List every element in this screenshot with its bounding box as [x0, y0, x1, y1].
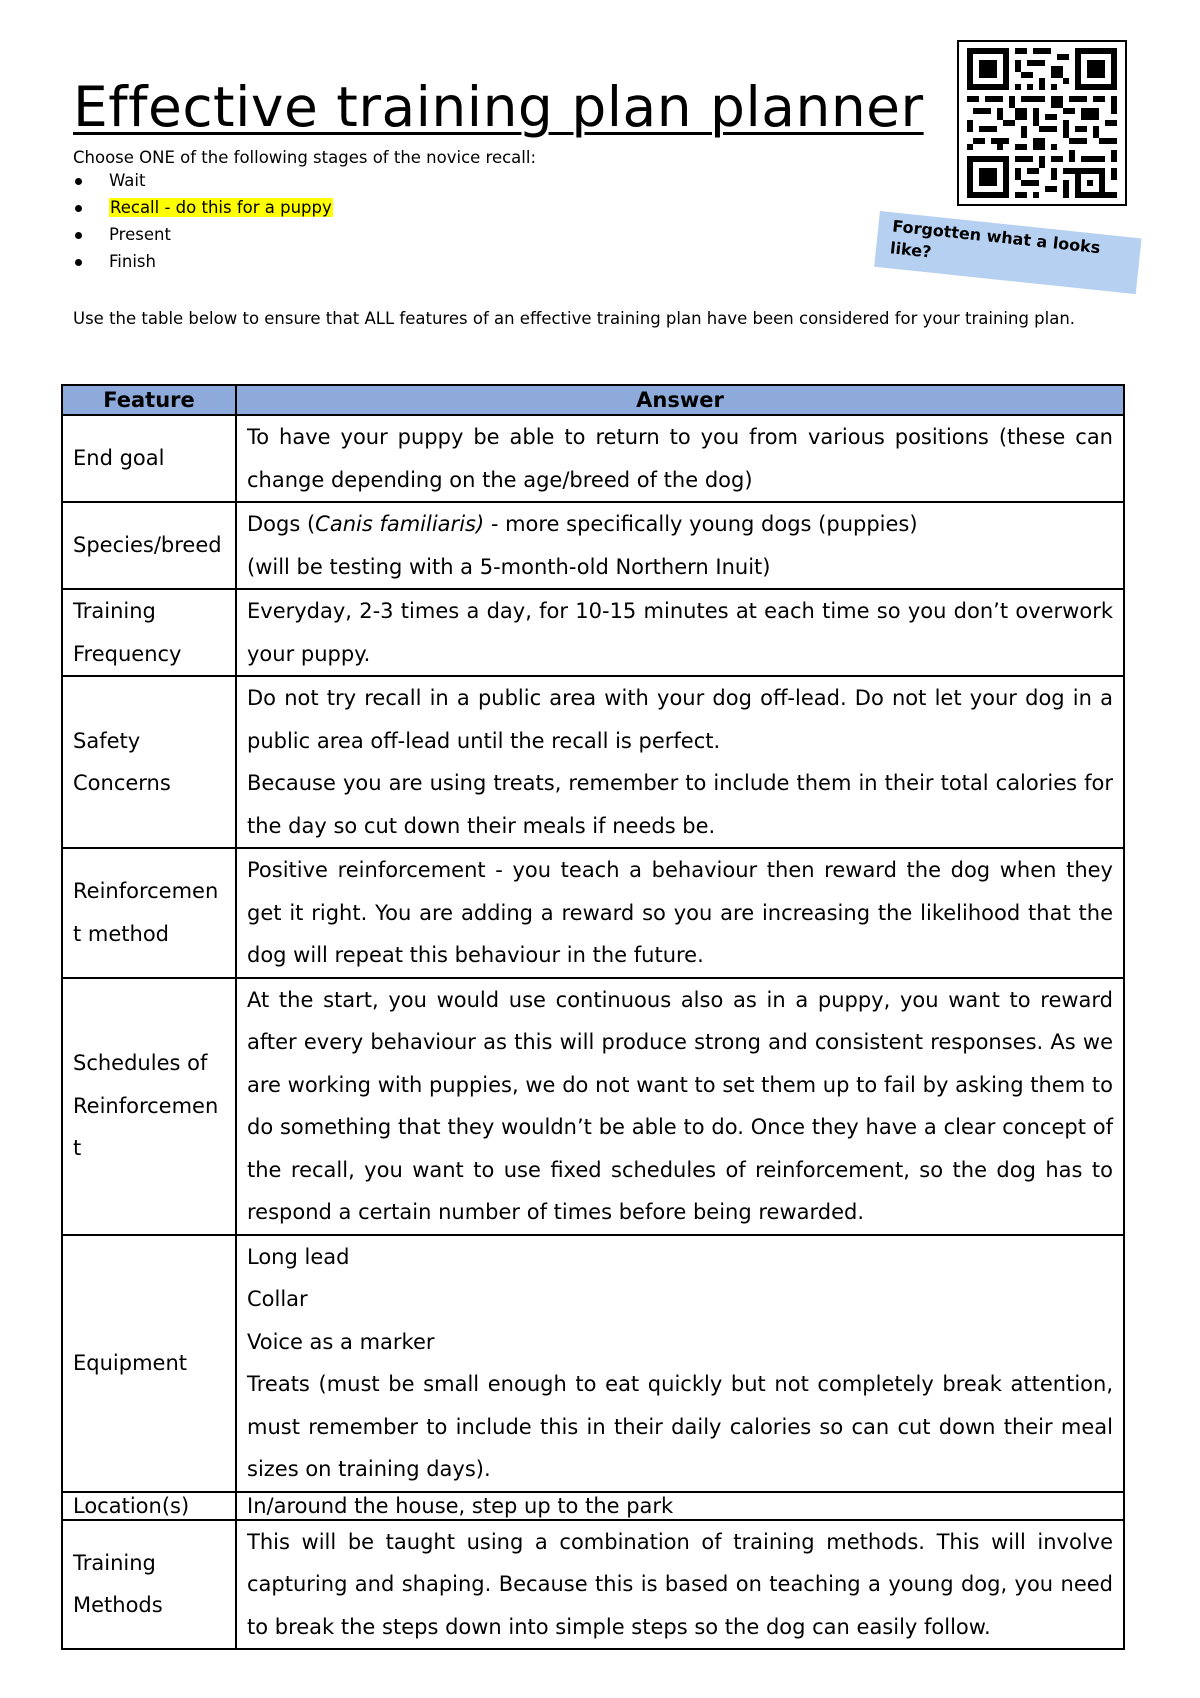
table-row — [62, 1520, 1124, 1650]
table-row — [62, 415, 1124, 502]
table-row — [62, 978, 1124, 1235]
answer-suffix: - more specifically young dogs (puppies) — [484, 512, 918, 536]
answer-text: Long lead — [247, 1244, 350, 1269]
answer-text: At the start, you would use continuous also as in a puppy, you want to reward after every behaviour as this will produce strong and consistent responses. As we are working with puppies, we do not want to set them up to fail by asking them to do something that they wouldn’t be able to do. Once they have a clear concept of the recall, you want to use fixed schedules of reinforcement, so the dog has to respond a certain number of times before being rewarded. — [247, 987, 1113, 1224]
answer-text: Collar — [247, 1287, 308, 1311]
intro-text: Choose ONE of the following stages of the novice recall: — [73, 148, 537, 167]
sticky-note: Forgotten what a looks like? — [874, 211, 1141, 294]
answer-cell — [236, 978, 1124, 1235]
answer-cell — [236, 1235, 1124, 1492]
answer-text: Positive reinforcement - you teach a behaviour then reward the dog when they get it right. You are adding a reward so you are increasing the likelihood that the dog will repeat this behaviour in the future. — [247, 858, 1113, 967]
answer-text: Treats (must be small enough to eat quickly but not completely break attention, must remember to include this in their daily calories so can cut down their meal sizes on training days). — [247, 1372, 1113, 1481]
stage-label: Finish — [109, 252, 156, 271]
answer-text: (will be testing with a 5-month-old Northern Inuit) — [247, 554, 771, 579]
feature-cell: Species/breed — [62, 502, 236, 589]
table-row — [62, 1235, 1124, 1492]
header-answer: Answer — [236, 385, 1124, 415]
qr-code[interactable] — [957, 40, 1127, 206]
table-header-row — [62, 385, 1124, 415]
page-title: Effective training plan planner — [73, 75, 924, 139]
instruction-text: Use the table below to ensure that ALL features of an effective training plan have been considered for your training plan. — [73, 309, 1076, 328]
table-row — [62, 676, 1124, 848]
answer-text: Everyday, 2-3 times a day, for 10-15 minutes at each time so you don’t overwork your puppy. — [247, 599, 1113, 666]
scientific-name: Canis familiaris) — [315, 512, 485, 536]
stage-label: Present — [109, 225, 171, 244]
answer-text: This will be taught using a combination of training methods. This will involve capturing and shaping. Because this is based on teaching a young dog, you need to break the steps down into simple steps so the dog can easily follow. — [247, 1529, 1113, 1639]
table-row — [62, 502, 1124, 589]
answer-prefix: Dogs ( — [247, 512, 316, 536]
feature-cell: Schedules of Reinforcement — [62, 978, 236, 1235]
feature-cell: Location(s) — [62, 1492, 236, 1520]
stage-label: Wait — [109, 171, 146, 190]
answer-cell — [236, 415, 1124, 502]
answer-text: In/around the house, step up to the park — [247, 1493, 674, 1518]
table-row — [62, 848, 1124, 978]
answer-cell — [236, 676, 1124, 848]
list-item — [73, 221, 333, 248]
answer-text: Do not try recall in a public area with your dog off-lead. Do not let your dog in a public area off-lead until the recall is perfect. — [247, 686, 1113, 753]
list-item — [73, 167, 333, 194]
table-row — [62, 1492, 1124, 1520]
header-feature: Feature — [62, 385, 236, 415]
feature-cell: End goal — [62, 415, 236, 502]
stage-label-highlighted: Recall - do this for a puppy — [110, 198, 332, 217]
answer-cell — [236, 502, 1124, 589]
answer-text: Voice as a marker — [247, 1329, 435, 1354]
feature-cell: Reinforcement method — [62, 848, 236, 978]
answer-cell — [236, 589, 1124, 676]
answer-text: To have your puppy be able to return to you from various positions (these can change depending on the age/breed of the dog) — [247, 425, 1113, 492]
stage-list — [73, 167, 333, 275]
answer-cell — [236, 1492, 1124, 1520]
feature-cell: Training Frequency — [62, 589, 236, 676]
answer-text — [247, 503, 1113, 546]
qr-code-icon — [965, 48, 1119, 198]
list-item — [73, 194, 333, 221]
answer-text: Because you are using treats, remember to include them in their total calories for the day so cut down their meals if needs be. — [247, 771, 1113, 838]
feature-cell: Equipment — [62, 1235, 236, 1492]
training-plan-table — [61, 384, 1125, 1650]
list-item — [73, 248, 333, 275]
feature-cell: Safety Concerns — [62, 676, 236, 848]
answer-cell — [236, 848, 1124, 978]
table-row — [62, 589, 1124, 676]
feature-cell: Training Methods — [62, 1520, 236, 1650]
answer-cell — [236, 1520, 1124, 1650]
